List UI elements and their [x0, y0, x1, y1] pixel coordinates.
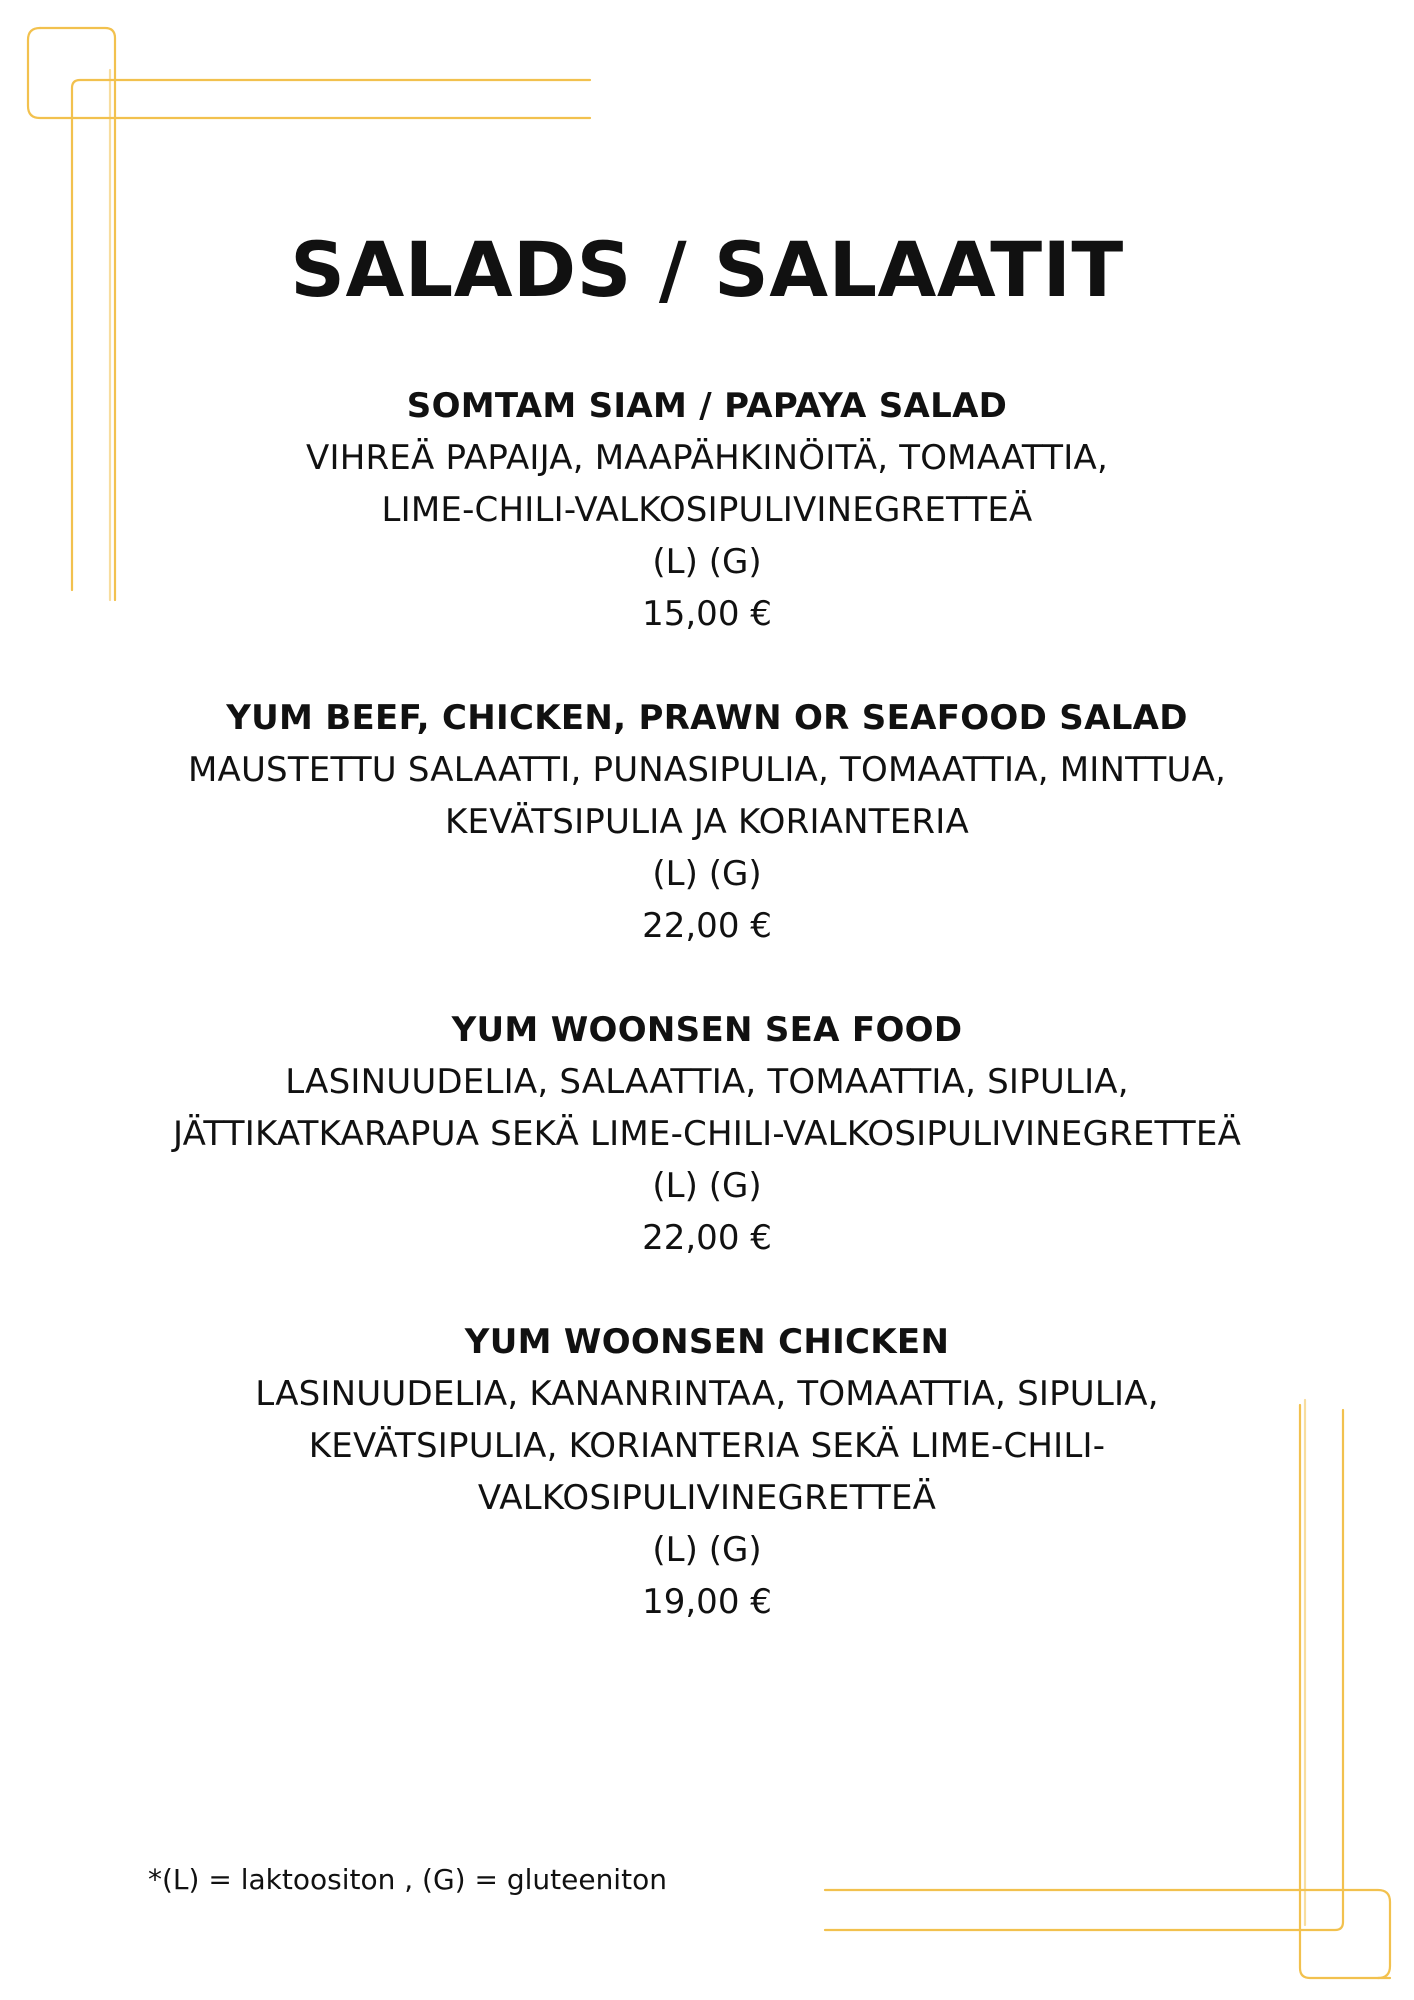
page-title: SALADS / SALAATIT: [290, 225, 1124, 314]
item-description: [0, 432, 1414, 536]
item-description-line: LIME-CHILI-VALKOSIPULIVINEGRETTEÄ: [381, 490, 1033, 530]
item-price: 19,00 €: [642, 1582, 772, 1622]
item-description-line: JÄTTIKATKARAPUA SEKÄ LIME-CHILI-VALKOSIPULIVINEGRETTEÄ: [172, 1114, 1242, 1154]
item-description-line: VIHREÄ PAPAIJA, MAAPÄHKINÖITÄ, TOMAATTIA,: [306, 438, 1108, 478]
item-diet-labels: (L) (G): [652, 854, 762, 894]
menu-item-yum-woonsen-chicken: [0, 1316, 1414, 1628]
item-name: YUM WOONSEN CHICKEN: [464, 1322, 950, 1362]
item-price: 15,00 €: [642, 594, 772, 634]
item-description-line: LASINUUDELIA, KANANRINTAA, TOMAATTIA, SIPULIA,: [255, 1374, 1159, 1414]
item-price: 22,00 €: [642, 1218, 772, 1258]
menu-item-yum-woonsen-seafood: [0, 1004, 1414, 1264]
item-description-line: MAUSTETTU SALAATTI, PUNASIPULIA, TOMAATTIA, MINTTUA,: [187, 750, 1227, 790]
item-description: [0, 744, 1414, 848]
item-description-line: KEVÄTSIPULIA, KORIANTERIA SEKÄ LIME-CHILI-: [308, 1426, 1106, 1466]
item-price: 22,00 €: [642, 906, 772, 946]
item-description-line: KEVÄTSIPULIA JA KORIANTERIA: [445, 802, 969, 842]
item-diet-labels: (L) (G): [652, 1166, 762, 1206]
item-name: YUM WOONSEN SEA FOOD: [451, 1010, 963, 1050]
item-name: SOMTAM SIAM / PAPAYA SALAD: [406, 386, 1008, 426]
item-description-line: LASINUUDELIA, SALAATTIA, TOMAATTIA, SIPULIA,: [285, 1062, 1129, 1102]
item-diet-labels: (L) (G): [652, 1530, 762, 1570]
menu-item-yum-salad: [0, 692, 1414, 952]
item-description: [0, 1368, 1414, 1524]
item-name: YUM BEEF, CHICKEN, PRAWN OR SEAFOOD SALAD: [226, 698, 1188, 738]
diet-legend-footnote: *(L) = laktoositon , (G) = gluteeniton: [148, 1863, 667, 1896]
menu-item-somtam-siam: [0, 380, 1414, 640]
item-description-line: VALKOSIPULIVINEGRETTEÄ: [477, 1478, 937, 1518]
item-diet-labels: (L) (G): [652, 542, 762, 582]
item-description: [0, 1056, 1414, 1160]
menu-list: [0, 380, 1414, 1680]
